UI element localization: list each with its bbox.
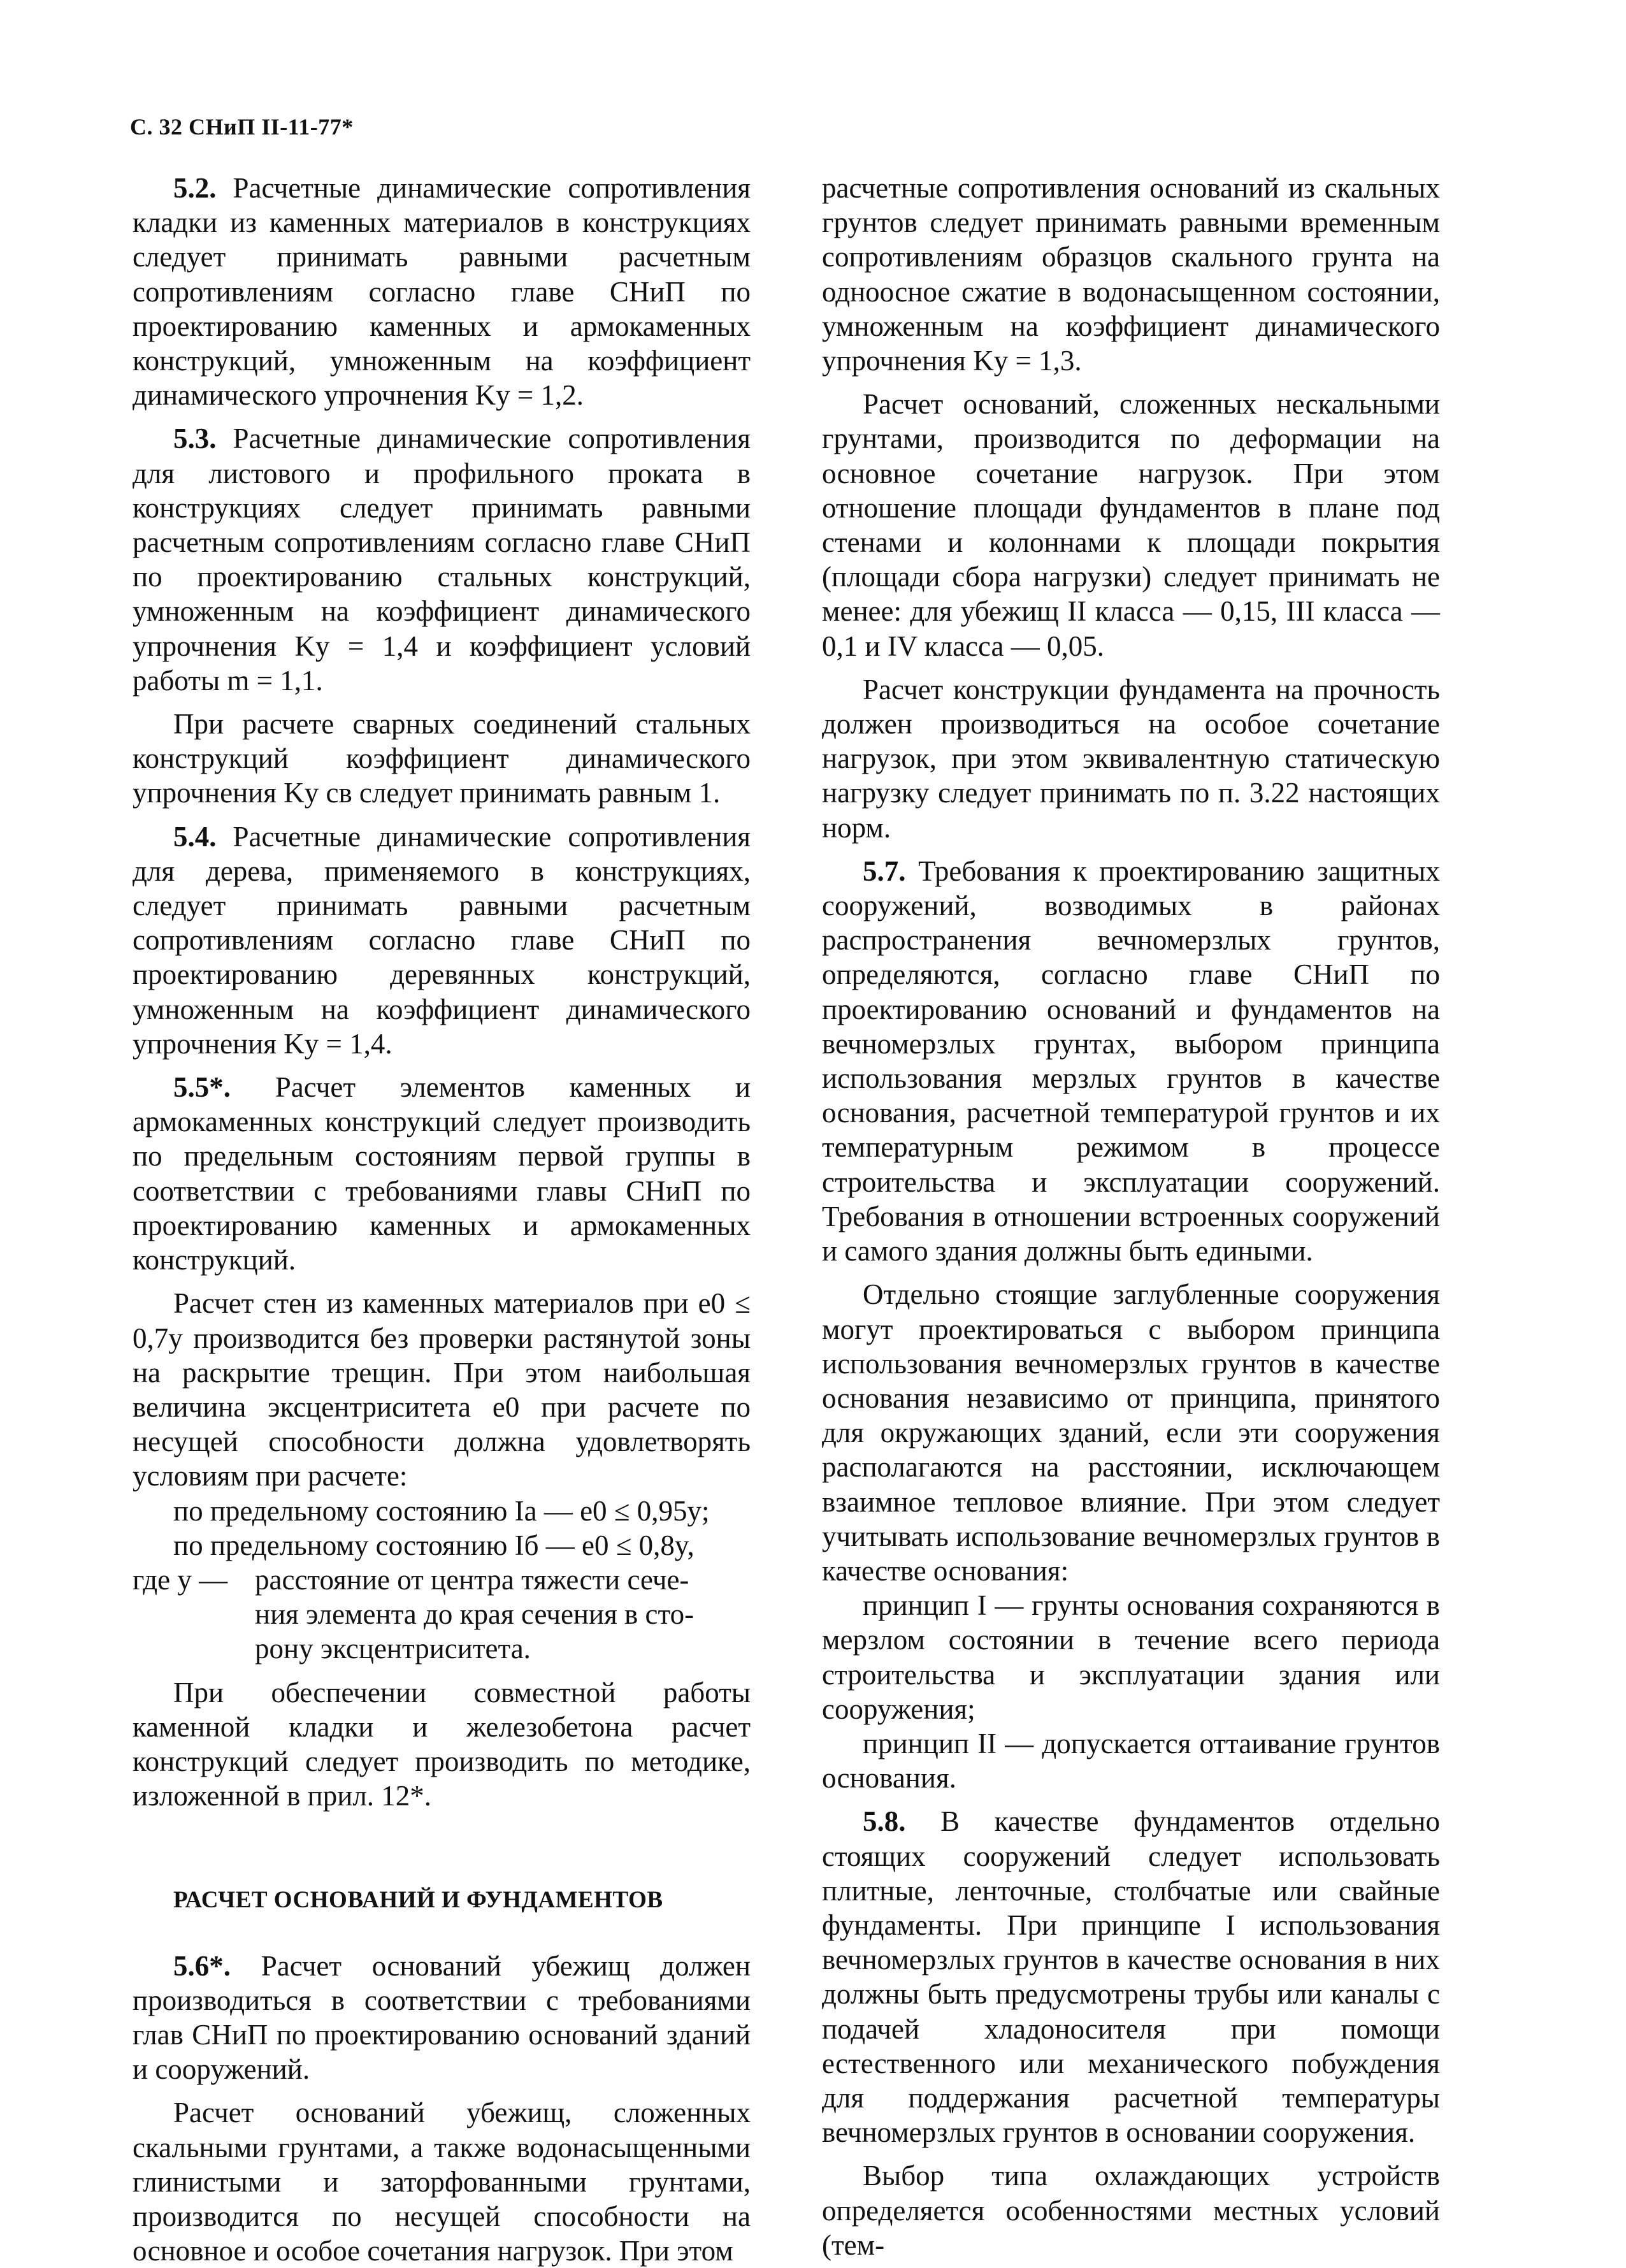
clause-number: 5.6*. (173, 1949, 231, 1982)
clause-number: 5.4. (173, 820, 217, 853)
paragraph-non-rock: Расчет оснований, сложенных нескальными грунтами, производится по деформации на основное сочетание нагрузок. При этом отношение площади фундаментов в плане под стенами и колоннами к площади покрытия (площади сбора нагрузки) следует принимать не менее: для убежищ II класса — 0,15, III класса — 0,1 и IV класса — 0,05. (822, 388, 1440, 662)
where-term: где y — (133, 1563, 228, 1596)
section-heading: РАСЧЕТ ОСНОВАНИЙ И ФУНДАМЕНТОВ (173, 1887, 663, 1914)
paragraph-text: Расчетные динамические сопротивления для дерева, применяемого в конструкциях, следует принимать равными расчетным сопротивлениям согласно главе СНиП по проектированию деревянных конструкций, умноженным на коэффициент динамического упрочнения Kу = 1,4. (133, 820, 751, 1060)
paragraph-5-6 (133, 1949, 751, 2087)
paragraph-foundation-strength: Расчет конструкции фундамента на прочность должен производиться на особое сочетание нагрузок, при этом эквивалентную статическую нагрузку следует принимать по п. 3.22 настоящих норм. (822, 673, 1440, 844)
clause-number: 5.3. (173, 423, 217, 455)
clause-number: 5.2. (173, 172, 217, 204)
condition-ib: по предельному состоянию Iб — e0 ≤ 0,8y, (173, 1529, 694, 1561)
paragraph-text: В качестве фундаментов отдельно стоящих сооружений следует использовать плитные, ленточные, столбчатые или свайные фундаменты. При принципе I использования вечномерзлых грунтов в качестве основания в них должны быть предусмотрены трубы или каналы с подачей хладоносителя при помощи естественного или механического побуждения для поддержания расчетной температуры вечномерзлых грунтов в основании сооружения. (822, 1805, 1440, 2149)
paragraph-rock-foundations: Расчет оснований убежищ, сложенных скальными грунтами, а также водонасыщенными глинистыми и заторфованными грунтами, производится по несущей способности на основное и особое сочетания нагрузок. При этом (133, 2097, 751, 2267)
paragraph-continued: расчетные сопротивления оснований из скальных грунтов следует принимать равными временным сопротивлениям образцов скального грунта на одноосное сжатие в водонасыщенном состоянии, умноженным на коэффициент динамического упрочнения Kу = 1,3. (822, 172, 1440, 377)
paragraph-stone-walls: Расчет стен из каменных материалов при e0 ≤ 0,7y производится без проверки растянутой зоны на раскрытие трещин. При этом наибольшая величина эксцентриситета e0 при расчете по несущей способности должна удовлетворять условиям при расчете: (133, 1287, 751, 1492)
paragraph-text: Расчетные динамические сопротивления кладки из каменных материалов в конструкциях следует принимать равными расчетным сопротивлениям согласно главе СНиП по проектированию каменных и армокаменных конструкций, умноженным на коэффициент динамического упрочнения Kу = 1,2. (133, 172, 751, 412)
paragraph-text: Расчет элементов каменных и армокаменных конструкций следует производить по предельным состояниям первой группы в соответствии с требованиями главы СНиП по проектированию каменных и армокаменных конструкций. (133, 1071, 751, 1276)
where-definition (133, 1563, 751, 1666)
clause-number: 5.5*. (173, 1071, 231, 1104)
page-header: С. 32 СНиП II-11-77* (130, 114, 354, 140)
paragraph-5-7 (822, 854, 1440, 1268)
condition-ia: по предельному состоянию Iа — e0 ≤ 0,95y; (173, 1494, 710, 1527)
paragraph-welded-joints: При расчете сварных соединений стальных конструкций коэффициент динамического упрочнения Kу св следует принимать равным 1. (133, 708, 751, 809)
paragraph-joint-work: При обеспечении совместной работы каменной кладки и железобетона расчет конструкций следует производить по методике, изложенной в прил. 12*. (133, 1676, 751, 1812)
paragraph-5-2 (133, 171, 751, 412)
paragraph-detached-structures: Отдельно стоящие заглубленные сооружения могут проектироваться с выбором принципа использования вечномерзлых грунтов в качестве основания независимо от принципа, принятого для окружающих зданий, если эти сооружения располагаются на расстоянии, исключающем взаимное тепловое влияние. При этом следует учитывать использование вечномерзлых грунтов в качестве основания: (822, 1278, 1440, 1587)
where-description: расстояние от центра тяжести сече- ния элемента до края сечения в сто- рону эксцентриситета. (255, 1563, 694, 1665)
paragraph-5-5 (133, 1070, 751, 1277)
principle-1: принцип I — грунты основания сохраняются в мерзлом состоянии в течение всего периода строительства и эксплуатации здания или сооружения; (822, 1589, 1440, 1725)
right-column (822, 171, 1440, 2262)
paragraph-5-8 (822, 1804, 1440, 2149)
clause-number: 5.8. (863, 1805, 906, 1838)
left-column (133, 171, 751, 2268)
clause-number: 5.7. (863, 855, 906, 887)
paragraph-text: Расчетные динамические сопротивления для листового и профильного проката в конструкциях следует принимать равными расчетным сопротивлениям согласно главе СНиП по проектированию стальных конструкций, умноженным на коэффициент динамического упрочнения Kу = 1,4 и коэффициент условий работы m = 1,1. (133, 423, 751, 697)
paragraph-text: Расчет оснований убежищ должен производиться в соответствии с требованиями глав СНиП по проектированию оснований зданий и сооружений. (133, 1949, 751, 2086)
paragraph-cooling-devices: Выбор типа охлаждающих устройств определяется особенностями местных условий (тем- (822, 2160, 1440, 2261)
paragraph-5-4 (133, 820, 751, 1061)
paragraph-text: Требования к проектированию защитных сооружений, возводимых в районах распространения вечномерзлых грунтов, определяются, согласно главе СНиП по проектированию оснований и фундаментов на вечномерзлых грунтах, выбором принципа использования мерзлых грунтов в качестве основания, расчетной температурой грунтов и их температурным режимом в процессе строительства и эксплуатации сооружений. Требования в отношении встроенных сооружений и самого здания должны быть едиными. (822, 855, 1440, 1268)
paragraph-5-3 (133, 421, 751, 698)
principle-2: принцип II — допускается оттаивание грунтов основания. (822, 1727, 1440, 1795)
